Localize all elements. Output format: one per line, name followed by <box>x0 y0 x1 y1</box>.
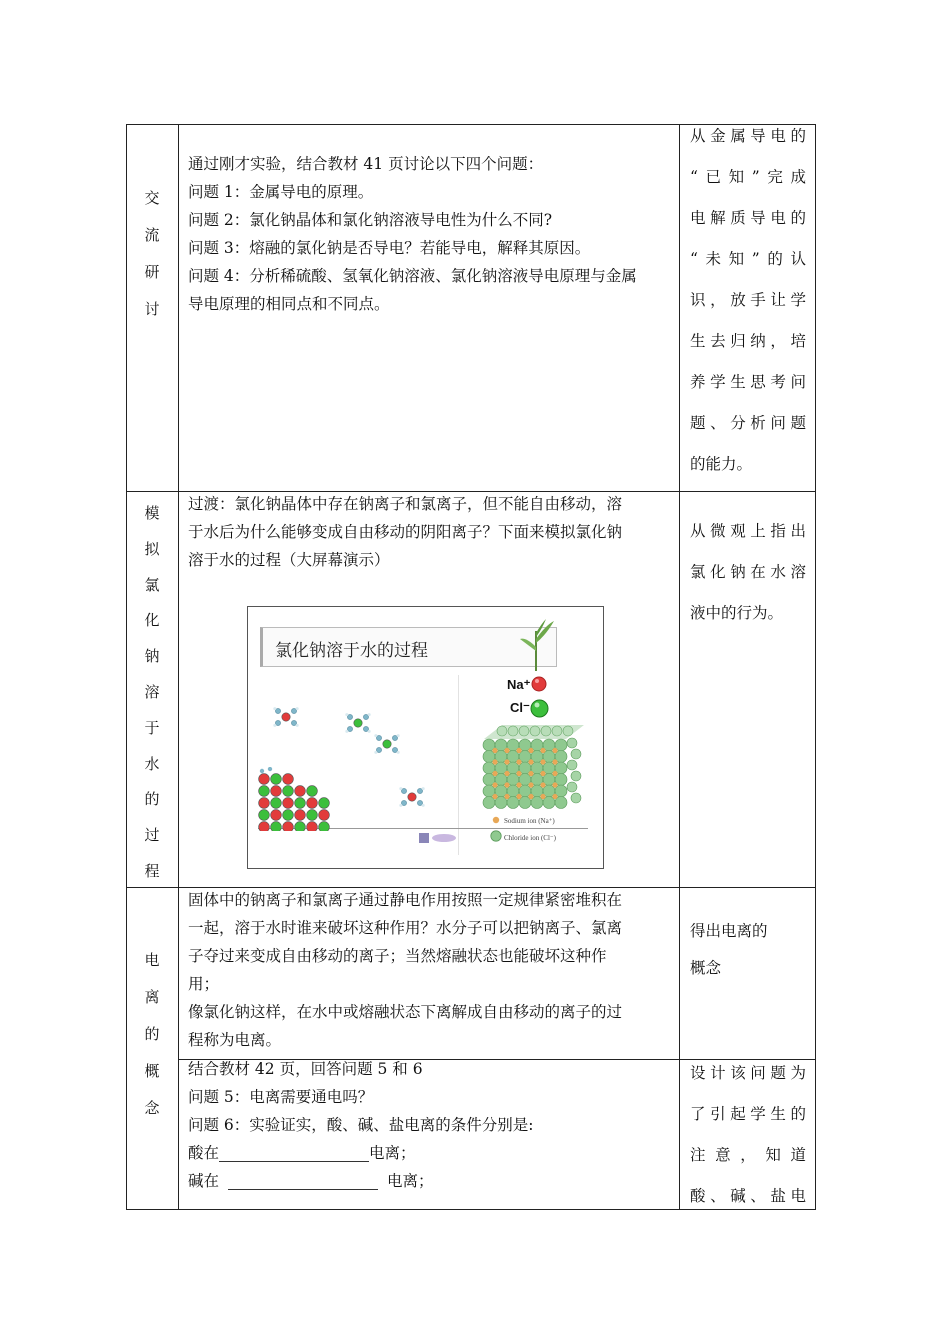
cl-ion-label: Cl⁻ <box>510 700 530 715</box>
chloride-legend-dot <box>490 830 502 842</box>
note-line: 液中的行为。 <box>690 604 784 622</box>
simulation-content <box>188 490 673 574</box>
note-line: 概念 <box>690 959 722 977</box>
hydrated-chloride-ion <box>354 719 362 727</box>
water-hydrogen <box>345 713 348 716</box>
text-line: 程称为电离。 <box>188 1031 282 1049</box>
note-line: 电解质导电的 <box>690 209 806 227</box>
sodium-legend-dot <box>492 816 500 824</box>
label-char: 钠 <box>144 647 160 666</box>
acid-blank[interactable] <box>219 1143 369 1162</box>
na-ion-label: Na⁺ <box>507 677 531 692</box>
water-hydrogen <box>374 751 377 754</box>
text-line: 一起，溶于水时谁来破坏这种作用？水分子可以把钠离子、氯离 <box>188 919 623 937</box>
water-hydrogen <box>368 713 371 716</box>
sodium-ion <box>504 748 509 753</box>
chloride-ion <box>530 726 540 736</box>
sodium-ion <box>528 759 533 764</box>
chloride-ion <box>563 726 573 736</box>
base-prefix: 碱在 <box>188 1172 220 1190</box>
column-divider-2 <box>679 124 680 1210</box>
text-line: 问题 3：熔融的氯化钠是否导电？若能导电，解释其原因。 <box>188 239 591 257</box>
discussion-content <box>188 150 673 318</box>
label-char: 电 <box>144 951 160 969</box>
water-hydrogen <box>399 787 402 790</box>
chloride-ion <box>519 726 529 736</box>
sodium-ion <box>540 794 545 799</box>
sodium-ion <box>552 782 557 787</box>
water-hydrogen <box>296 724 299 727</box>
chloride-ion <box>567 738 577 748</box>
sodium-ion <box>504 771 509 776</box>
slide-title: 氯化钠溶于水的过程 <box>275 641 428 661</box>
note-line: 得出电离的 <box>690 922 768 940</box>
text-line: 问题 5：电离需要通电吗？ <box>188 1088 374 1106</box>
table-border-right <box>815 124 816 1210</box>
label-char: 流 <box>144 226 160 244</box>
note-line: 酸、碱、盐电 <box>690 1187 806 1205</box>
acid-suffix: 电离； <box>369 1144 416 1162</box>
text-line: 子夺过来变成自由移动的离子；当然熔融状态也能破坏这种作 <box>188 947 607 965</box>
label-char: 念 <box>144 1099 160 1117</box>
note-line: 设计该问题为 <box>690 1064 806 1082</box>
text-line: 固体中的钠离子和氯离子通过静电作用按照一定规律紧密堆积在 <box>188 891 623 909</box>
playback-control-icon[interactable] <box>419 832 459 844</box>
discussion-note <box>690 116 806 485</box>
label-char: 拟 <box>144 539 160 558</box>
label-char: 溶 <box>144 682 160 701</box>
note-line: 识，放手让学 <box>690 291 806 309</box>
note-line: 氯化钠在水溶 <box>690 563 806 581</box>
sodium-ion <box>528 748 533 753</box>
section-label-discussion <box>126 180 178 328</box>
sodium-ion <box>516 748 521 753</box>
chloride-ion <box>567 782 577 792</box>
water-hydrogen <box>397 751 400 754</box>
water-hydrogen <box>273 724 276 727</box>
section-label-concept <box>126 942 178 1127</box>
note-line: 生去归纳，培 <box>690 332 806 350</box>
water-hydrogen <box>374 734 377 737</box>
chloride-ion <box>541 726 551 736</box>
note-line: 从微观上指出 <box>690 522 806 540</box>
base-blank[interactable] <box>228 1171 378 1190</box>
chloride-ion <box>571 749 581 759</box>
sodium-ion <box>528 794 533 799</box>
label-char: 交 <box>144 189 160 207</box>
text-line: 结合教材 42 页，回答问题 5 和 6 <box>188 1060 423 1078</box>
chloride-ion <box>567 760 577 770</box>
dissolution-slide-image <box>247 606 604 869</box>
label-char: 过 <box>144 826 160 845</box>
text-line: 导电原理的相同点和不同点。 <box>188 295 390 313</box>
sodium-ion <box>516 782 521 787</box>
sodium-ion <box>540 748 545 753</box>
sodium-ion <box>540 782 545 787</box>
water-hydrogen <box>345 730 348 733</box>
sodium-ion <box>516 759 521 764</box>
base-blank-line <box>188 1167 673 1195</box>
label-char: 模 <box>144 504 160 522</box>
label-char: 氯 <box>144 575 160 594</box>
text-line: 问题 6：实验证实，酸、碱、盐电离的条件分别是: <box>188 1116 534 1134</box>
legend-chloride: Chloride ion (Cl⁻) <box>504 834 556 842</box>
legend-sodium: Sodium ion (Na⁺) <box>504 817 555 825</box>
sodium-ion <box>492 759 497 764</box>
crystal-lattice-3d <box>480 723 588 813</box>
label-char: 概 <box>144 1062 160 1080</box>
label-char: 的 <box>144 1025 160 1043</box>
sodium-ion <box>552 759 557 764</box>
sodium-ion <box>552 748 557 753</box>
chloride-ion <box>571 771 581 781</box>
note-line: 养学生思考问 <box>690 373 806 391</box>
water-hydrogen <box>296 707 299 710</box>
cl-ion-swatch <box>530 699 549 718</box>
sodium-ion <box>552 771 557 776</box>
acid-blank-line <box>188 1139 673 1167</box>
questions-content <box>188 1055 673 1195</box>
chloride-ion <box>508 726 518 736</box>
label-char: 水 <box>144 754 160 773</box>
note-line: 注意，知道 <box>690 1146 806 1164</box>
sodium-ion <box>552 794 557 799</box>
questions-note <box>690 1053 806 1217</box>
label-char: 于 <box>144 718 160 737</box>
note-line: 了引起学生的 <box>690 1105 806 1123</box>
sodium-ion <box>492 794 497 799</box>
hydrated-sodium-ion <box>408 793 416 801</box>
chloride-ion <box>497 726 507 736</box>
concept-content <box>188 886 673 1054</box>
water-hydrogen <box>273 707 276 710</box>
sodium-ion <box>492 748 497 753</box>
hydrated-chloride-ion <box>383 740 391 748</box>
sodium-ion <box>528 782 533 787</box>
water-hydrogen <box>422 804 425 807</box>
base-suffix: 电离； <box>387 1172 434 1190</box>
text-line: 过渡：氯化钠晶体中存在钠离子和氯离子，但不能自由移动，溶 <box>188 495 623 513</box>
label-char: 程 <box>144 861 160 880</box>
label-char: 化 <box>144 611 160 630</box>
text-line: 通过刚才实验，结合教材 41 页讨论以下四个问题： <box>188 155 544 173</box>
water-hydrogen <box>368 730 371 733</box>
sodium-ion <box>504 759 509 764</box>
column-divider-1 <box>178 124 179 1210</box>
concept-note <box>690 913 806 987</box>
simulation-note <box>690 511 806 634</box>
acid-prefix: 酸在 <box>188 1144 220 1162</box>
text-line: 用； <box>188 975 220 993</box>
section-label-simulation <box>126 496 178 890</box>
label-char: 离 <box>144 988 160 1006</box>
note-line: 题、分析问题 <box>690 414 806 432</box>
chloride-ion <box>552 726 562 736</box>
sodium-ion <box>540 771 545 776</box>
note-line: 的能力。 <box>690 455 753 473</box>
water-hydrogen <box>399 804 402 807</box>
water-hydrogen <box>397 734 400 737</box>
hydrated-sodium-ion <box>282 713 290 721</box>
text-line: 溶于水的过程（大屏幕演示） <box>188 551 390 569</box>
label-char: 研 <box>144 263 160 281</box>
sodium-ion <box>516 794 521 799</box>
sodium-ion <box>492 782 497 787</box>
sodium-ion <box>516 771 521 776</box>
sodium-ion <box>528 771 533 776</box>
sodium-ion <box>492 771 497 776</box>
text-line: 问题 2：氯化钠晶体和氯化钠溶液导电性为什么不同? <box>188 211 553 229</box>
na-ion-swatch <box>531 676 547 692</box>
text-line: 问题 1：金属导电的原理。 <box>188 183 374 201</box>
label-char: 讨 <box>144 300 160 318</box>
water-hydrogen <box>422 787 425 790</box>
text-line: 像氯化钠这样，在水中或熔融状态下离解成自由移动的离子的过 <box>188 1003 623 1021</box>
text-line: 于水后为什么能够变成自由移动的阴阳离子？下面来模拟氯化钠 <box>188 523 623 541</box>
note-line: 从金属导电的 <box>690 127 806 145</box>
sodium-ion <box>540 759 545 764</box>
label-char: 的 <box>144 790 160 809</box>
note-line: “已知”完成 <box>690 168 806 186</box>
sodium-ion <box>504 782 509 787</box>
text-line: 问题 4：分析稀硫酸、氢氧化钠溶液、氯化钠溶液导电原理与金属 <box>188 267 637 285</box>
chloride-ion <box>571 793 581 803</box>
note-line: “未知”的认 <box>690 250 806 268</box>
sodium-ion <box>504 794 509 799</box>
